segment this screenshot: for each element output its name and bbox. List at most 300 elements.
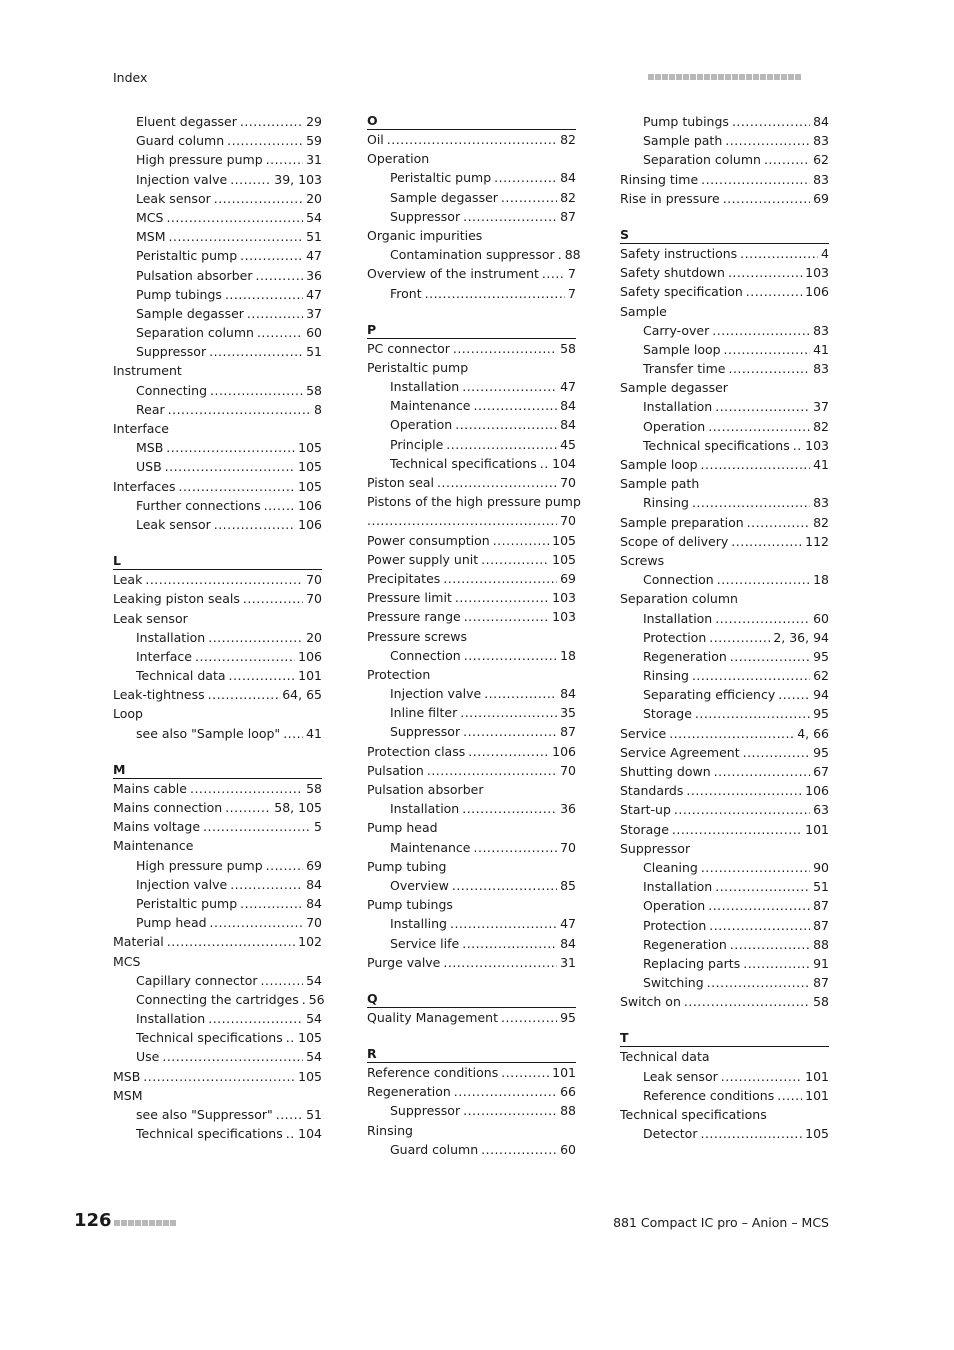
entry-label: Installation bbox=[643, 879, 713, 895]
dot-leader bbox=[715, 397, 810, 416]
entry-page-number: 58 bbox=[560, 340, 576, 356]
index-subentry bbox=[113, 856, 322, 875]
entry-label: MSB bbox=[113, 1068, 141, 1084]
index-subentry bbox=[113, 647, 322, 666]
entry-page-number: 37 bbox=[306, 305, 322, 321]
entry-label: Shutting down bbox=[620, 764, 711, 779]
index-subentry bbox=[620, 1086, 829, 1105]
decoration-square bbox=[163, 1220, 169, 1226]
index-subentry bbox=[620, 570, 829, 589]
index-letter-heading: M bbox=[113, 761, 322, 779]
dot-leader bbox=[468, 742, 549, 761]
index-entry bbox=[113, 704, 322, 723]
entry-page-number: 82 bbox=[813, 514, 829, 530]
index-subentry bbox=[367, 1140, 576, 1159]
index-entry bbox=[113, 609, 322, 628]
entry-label: MSM bbox=[113, 1087, 143, 1103]
index-subentry bbox=[113, 913, 322, 932]
entry-label: Rinsing time bbox=[620, 171, 699, 187]
entry-page-number: 104 bbox=[552, 455, 576, 471]
index-subentry bbox=[113, 112, 322, 131]
entry-page-number: 95 bbox=[813, 648, 829, 664]
entry-label: Pressure screws bbox=[367, 628, 468, 644]
entry-label: Installation bbox=[643, 610, 713, 626]
dot-leader bbox=[692, 493, 810, 512]
dot-leader bbox=[743, 954, 810, 973]
entry-label: see also "Sample loop" bbox=[136, 725, 281, 741]
dot-leader bbox=[501, 1008, 557, 1027]
entry-label: Pressure limit bbox=[367, 590, 452, 606]
entry-page-number: 35 bbox=[560, 705, 576, 721]
dot-leader bbox=[686, 781, 802, 800]
entry-label: Pump tubings bbox=[367, 897, 453, 913]
index-entry bbox=[113, 836, 322, 855]
entry-label: Technical specifications bbox=[643, 437, 790, 453]
dot-leader bbox=[208, 685, 280, 704]
index-entry bbox=[113, 570, 322, 589]
decoration-square bbox=[690, 74, 696, 80]
entry-page-number: 88 bbox=[564, 247, 581, 263]
index-subentry bbox=[113, 515, 322, 534]
dot-leader bbox=[540, 454, 549, 473]
dot-leader bbox=[462, 799, 557, 818]
index-subentry bbox=[113, 266, 322, 285]
entry-label: Rear bbox=[136, 401, 165, 417]
dot-leader bbox=[165, 457, 295, 476]
entry-label: Regeneration bbox=[643, 936, 727, 952]
document-title: 881 Compact IC pro – Anion – MCS bbox=[613, 1215, 829, 1230]
entry-label: Injection valve bbox=[136, 876, 228, 892]
dot-leader bbox=[778, 685, 810, 704]
dot-leader bbox=[462, 934, 557, 953]
dot-leader bbox=[367, 511, 557, 530]
entry-label: MSM bbox=[136, 229, 166, 245]
dot-leader bbox=[166, 438, 295, 457]
entry-label: see also "Suppressor" bbox=[136, 1107, 273, 1122]
dot-leader bbox=[714, 762, 810, 781]
dot-leader bbox=[143, 1067, 295, 1086]
entry-label: High pressure pump bbox=[136, 152, 263, 168]
dot-leader bbox=[474, 396, 558, 415]
entry-page-number: 101 bbox=[552, 1065, 576, 1081]
entry-label: Pump head bbox=[136, 915, 207, 931]
entry-page-number: 62 bbox=[813, 152, 829, 168]
entry-label: Further connections bbox=[136, 497, 261, 513]
entry-label: Rise in pressure bbox=[620, 190, 720, 206]
dot-leader bbox=[264, 496, 296, 515]
entry-page-number: 112 bbox=[805, 533, 829, 549]
entry-page-number: 82 bbox=[560, 189, 576, 205]
index-subentry bbox=[367, 435, 576, 454]
entry-label: Overview of the instrument bbox=[367, 266, 539, 282]
entry-page-number: 101 bbox=[805, 1087, 829, 1103]
entry-page-number: 20 bbox=[306, 629, 322, 645]
entry-label: Pump head bbox=[367, 820, 438, 836]
index-entry bbox=[367, 665, 576, 684]
entry-page-number: 70 bbox=[560, 513, 576, 529]
entry-page-number: 84 bbox=[306, 895, 322, 911]
entry-label: Connection bbox=[643, 572, 714, 588]
dot-leader bbox=[715, 877, 810, 896]
dot-leader bbox=[717, 570, 810, 589]
dot-leader bbox=[227, 131, 303, 150]
dot-leader bbox=[463, 207, 557, 226]
entry-label: Storage bbox=[643, 706, 692, 722]
entry-page-number: 51 bbox=[306, 344, 322, 360]
index-subentry bbox=[367, 188, 576, 207]
entry-page-number: 70 bbox=[560, 762, 576, 778]
entry-label: Reference conditions bbox=[367, 1065, 499, 1081]
entry-page-number: 82 bbox=[560, 132, 576, 147]
index-subentry bbox=[367, 799, 576, 818]
entry-label: Rinsing bbox=[643, 495, 689, 511]
index-entry bbox=[620, 263, 829, 282]
entry-page-number: 60 bbox=[560, 1141, 576, 1157]
index-entry bbox=[113, 361, 322, 380]
index-subentry bbox=[113, 666, 322, 685]
entry-label: Quality Management bbox=[367, 1009, 498, 1025]
index-entry bbox=[367, 627, 576, 646]
index-subentry bbox=[620, 647, 829, 666]
dot-leader bbox=[730, 935, 810, 954]
index-subentry bbox=[367, 377, 576, 396]
index-entry bbox=[367, 780, 576, 799]
entry-label: Technical specifications bbox=[620, 1107, 767, 1122]
entry-label: Protection class bbox=[367, 743, 466, 759]
entry-page-number: 105 bbox=[805, 1126, 829, 1142]
entry-page-number: 105 bbox=[298, 478, 322, 494]
dot-leader bbox=[302, 990, 306, 1009]
decoration-square bbox=[788, 74, 794, 80]
index-subentry bbox=[113, 131, 322, 150]
index-subentry bbox=[113, 457, 322, 476]
entry-page-number: 31 bbox=[306, 152, 322, 168]
index-subentry bbox=[113, 875, 322, 894]
entry-label: Mains cable bbox=[113, 780, 187, 796]
entry-page-number: 69 bbox=[560, 570, 576, 586]
entry-page-number: 106 bbox=[298, 497, 322, 513]
entry-label: Leak bbox=[113, 572, 143, 588]
dot-leader bbox=[708, 896, 810, 915]
dot-leader bbox=[501, 188, 557, 207]
entry-page-number: 54 bbox=[306, 209, 322, 225]
index-entry bbox=[367, 588, 576, 607]
entry-label: Peristaltic pump bbox=[136, 895, 238, 911]
index-subentry bbox=[620, 973, 829, 992]
dot-leader bbox=[669, 724, 794, 743]
index-entry bbox=[620, 189, 829, 208]
dot-leader bbox=[481, 550, 549, 569]
index-subentry bbox=[113, 170, 322, 189]
entry-label: Leak sensor bbox=[136, 516, 211, 532]
dot-leader bbox=[230, 875, 303, 894]
entry-page-number: 8 bbox=[314, 401, 322, 417]
entry-label: Precipitates bbox=[367, 570, 441, 586]
entry-label: Peristaltic pump bbox=[390, 170, 492, 186]
decoration-square bbox=[725, 74, 731, 80]
entry-label: MCS bbox=[136, 209, 164, 225]
dot-leader bbox=[261, 971, 304, 990]
index-subentry bbox=[113, 1009, 322, 1028]
entry-page-number: 69 bbox=[813, 190, 829, 206]
index-entry bbox=[620, 1105, 829, 1124]
index-entry bbox=[620, 800, 829, 819]
dot-leader bbox=[266, 856, 303, 875]
entry-page-number: 84 bbox=[813, 114, 829, 129]
entry-label: Contamination suppressor bbox=[390, 247, 555, 263]
entry-label: Maintenance bbox=[390, 398, 471, 414]
entry-label: Sample preparation bbox=[620, 514, 744, 530]
index-subentry bbox=[367, 684, 576, 703]
dot-leader bbox=[168, 400, 311, 419]
entry-label: Service Agreement bbox=[620, 744, 740, 760]
entry-label: Material bbox=[113, 934, 164, 950]
entry-page-number: 105 bbox=[552, 551, 576, 567]
entry-page-number: 41 bbox=[813, 341, 829, 357]
entry-page-number: 51 bbox=[813, 879, 829, 895]
index-entry bbox=[620, 474, 829, 493]
dot-leader bbox=[243, 589, 303, 608]
dot-leader bbox=[214, 515, 295, 534]
dot-leader bbox=[446, 435, 557, 454]
dot-leader bbox=[709, 628, 770, 647]
entry-label: Principle bbox=[390, 436, 444, 452]
dot-leader bbox=[740, 244, 818, 263]
entry-label: High pressure pump bbox=[136, 857, 263, 873]
index-subentry bbox=[113, 990, 325, 1009]
dot-leader bbox=[474, 838, 558, 857]
entry-label: Suppressor bbox=[620, 840, 691, 856]
entry-page-number: 83 bbox=[813, 322, 829, 338]
dot-leader bbox=[240, 112, 303, 131]
index-entry bbox=[620, 589, 829, 608]
dot-leader bbox=[460, 703, 557, 722]
index-subentry bbox=[620, 150, 829, 169]
entry-page-number: 87 bbox=[813, 898, 829, 914]
index-subentry bbox=[620, 685, 829, 704]
decoration-square bbox=[795, 74, 801, 80]
index-entry bbox=[367, 550, 576, 569]
entry-label: Suppressor bbox=[136, 344, 207, 360]
index-subentry bbox=[620, 493, 829, 512]
entry-label: Operation bbox=[643, 898, 706, 914]
dot-leader bbox=[732, 112, 810, 131]
dot-leader bbox=[725, 131, 810, 150]
entry-label: Leak-tightness bbox=[113, 687, 205, 703]
entry-page-number: 51 bbox=[306, 1107, 322, 1122]
entry-page-number: 87 bbox=[560, 208, 576, 224]
decoration-square bbox=[746, 74, 752, 80]
entry-label: Safety instructions bbox=[620, 245, 738, 261]
dot-leader bbox=[229, 666, 296, 685]
index-subentry bbox=[620, 436, 829, 455]
index-entry bbox=[620, 992, 829, 1011]
entry-page-number: 88 bbox=[560, 1103, 576, 1119]
index-subentry bbox=[367, 168, 576, 187]
decoration-square bbox=[739, 74, 745, 80]
index-entry bbox=[113, 932, 322, 951]
entry-label: Service life bbox=[390, 935, 460, 951]
dot-leader bbox=[443, 953, 557, 972]
entry-label: Power supply unit bbox=[367, 551, 479, 567]
index-subentry bbox=[620, 916, 829, 935]
index-entry bbox=[367, 1063, 576, 1082]
entry-label: Pistons of the high pressure pump bbox=[367, 494, 581, 510]
entry-label: Suppressor bbox=[390, 724, 461, 740]
entry-page-number: 47 bbox=[306, 248, 322, 264]
index-entry bbox=[620, 1047, 829, 1066]
entry-page-number: 47 bbox=[560, 379, 576, 395]
dot-leader bbox=[240, 894, 303, 913]
entry-page-number: 101 bbox=[298, 668, 322, 684]
entry-label: Sample degasser bbox=[136, 305, 244, 321]
dot-leader bbox=[169, 227, 304, 246]
entry-label: Sample path bbox=[643, 133, 723, 149]
entry-page-number: 70 bbox=[560, 475, 576, 490]
dot-leader bbox=[695, 704, 810, 723]
entry-label: Sample degasser bbox=[620, 380, 728, 396]
index-entry bbox=[620, 724, 829, 743]
dot-leader bbox=[721, 1067, 802, 1086]
entry-page-number: 84 bbox=[560, 417, 576, 433]
entry-label: Separation column bbox=[643, 152, 761, 168]
entry-label: Sample loop bbox=[620, 457, 698, 472]
entry-label: Sample loop bbox=[643, 341, 721, 357]
dot-leader bbox=[162, 1047, 303, 1066]
index-subentry bbox=[113, 628, 322, 647]
entry-label: Injection valve bbox=[390, 686, 482, 702]
entry-page-number: 103 bbox=[552, 590, 576, 606]
index-entry bbox=[367, 761, 576, 780]
entry-label: Pump tubings bbox=[136, 286, 222, 302]
entry-page-number: 82 bbox=[813, 418, 829, 434]
entry-label: Switching bbox=[643, 975, 704, 991]
header-decoration-squares bbox=[648, 74, 801, 80]
entry-page-number: 69 bbox=[306, 857, 322, 873]
entry-page-number: 70 bbox=[306, 915, 322, 931]
entry-page-number: 51 bbox=[306, 229, 322, 245]
index-entry bbox=[367, 953, 576, 972]
entry-label: Operation bbox=[643, 418, 706, 434]
entry-label: Regeneration bbox=[643, 648, 727, 664]
entry-page-number: 106 bbox=[552, 743, 576, 759]
entry-page-number: 67 bbox=[813, 764, 829, 779]
entry-label: Use bbox=[136, 1049, 160, 1065]
entry-label: MSB bbox=[136, 440, 164, 456]
dot-leader bbox=[266, 150, 303, 169]
index-column-3 bbox=[620, 112, 829, 1143]
index-subentry bbox=[113, 1124, 322, 1143]
entry-page-number: 84 bbox=[306, 876, 322, 892]
index-entry bbox=[620, 839, 829, 858]
decoration-square bbox=[662, 74, 668, 80]
dot-leader bbox=[731, 532, 802, 551]
entry-label: Maintenance bbox=[113, 838, 194, 854]
entry-page-number: 36 bbox=[560, 801, 576, 817]
index-letter-heading: Q bbox=[367, 990, 576, 1008]
index-subentry bbox=[113, 496, 322, 515]
index-subentry bbox=[113, 285, 322, 304]
entry-label: Standards bbox=[620, 783, 684, 799]
dot-leader bbox=[454, 1082, 557, 1101]
entry-page-number: 18 bbox=[560, 647, 576, 663]
index-entry bbox=[367, 818, 576, 837]
running-header-title: Index bbox=[113, 70, 148, 85]
index-subentry bbox=[620, 340, 829, 359]
entry-label: Loop bbox=[113, 706, 143, 722]
decoration-square bbox=[697, 74, 703, 80]
entry-label: Guard column bbox=[136, 133, 225, 149]
entry-label: Separation column bbox=[620, 591, 738, 607]
index-entry bbox=[620, 781, 829, 800]
entry-label: Protection bbox=[643, 629, 707, 645]
entry-label: Pulsation absorber bbox=[367, 782, 484, 797]
index-subentry bbox=[113, 304, 322, 323]
entry-label: Separation column bbox=[136, 325, 254, 341]
entry-page-number: 103 bbox=[805, 437, 829, 453]
entry-label: Mains connection bbox=[113, 800, 223, 815]
dot-leader bbox=[257, 323, 303, 342]
dot-leader bbox=[501, 1063, 549, 1082]
dot-leader bbox=[209, 342, 303, 361]
dot-leader bbox=[240, 246, 303, 265]
entry-page-number: 63 bbox=[813, 802, 829, 818]
entry-label: Organic impurities bbox=[367, 227, 483, 243]
index-entry bbox=[113, 1086, 322, 1105]
index-entry bbox=[620, 551, 829, 570]
dot-leader bbox=[214, 189, 303, 208]
dot-leader bbox=[247, 304, 303, 323]
entry-label: Carry-over bbox=[643, 322, 710, 338]
entry-label: Technical data bbox=[620, 1049, 710, 1065]
entry-page-number: 106 bbox=[298, 516, 322, 532]
entry-page-number: 94 bbox=[813, 687, 829, 703]
index-entry bbox=[367, 607, 576, 626]
decoration-square bbox=[156, 1220, 162, 1226]
index-subentry bbox=[113, 971, 322, 990]
entry-page-number: 106 bbox=[805, 783, 829, 799]
index-subentry bbox=[620, 704, 829, 723]
dot-leader bbox=[210, 381, 303, 400]
dot-leader bbox=[286, 1028, 295, 1047]
dot-leader bbox=[464, 607, 549, 626]
entry-page-number: 85 bbox=[560, 877, 576, 893]
index-entry bbox=[620, 170, 829, 189]
index-subentry bbox=[620, 1124, 829, 1143]
entry-label: Storage bbox=[620, 821, 669, 837]
entry-label: Screws bbox=[620, 552, 665, 568]
entry-page-number: 103 bbox=[805, 265, 829, 281]
dot-leader bbox=[463, 722, 557, 741]
entry-label: Sample path bbox=[620, 476, 700, 492]
dot-leader bbox=[455, 415, 557, 434]
entry-label: Leaking piston seals bbox=[113, 591, 240, 607]
entry-page-number: 54 bbox=[306, 1049, 322, 1065]
index-entry bbox=[113, 779, 322, 798]
entry-page-number: 106 bbox=[298, 648, 322, 664]
index-entry bbox=[620, 743, 829, 762]
dot-leader bbox=[723, 189, 810, 208]
index-entry bbox=[367, 895, 576, 914]
entry-label: Reference conditions bbox=[643, 1087, 775, 1103]
entry-page-number: 70 bbox=[306, 572, 322, 588]
entry-page-number: 2, 36, 94 bbox=[773, 629, 829, 645]
index-letter-heading: T bbox=[620, 1029, 829, 1047]
dot-leader bbox=[793, 436, 802, 455]
index-subentry bbox=[113, 894, 322, 913]
dot-leader bbox=[427, 761, 557, 780]
dot-leader bbox=[276, 1105, 303, 1124]
